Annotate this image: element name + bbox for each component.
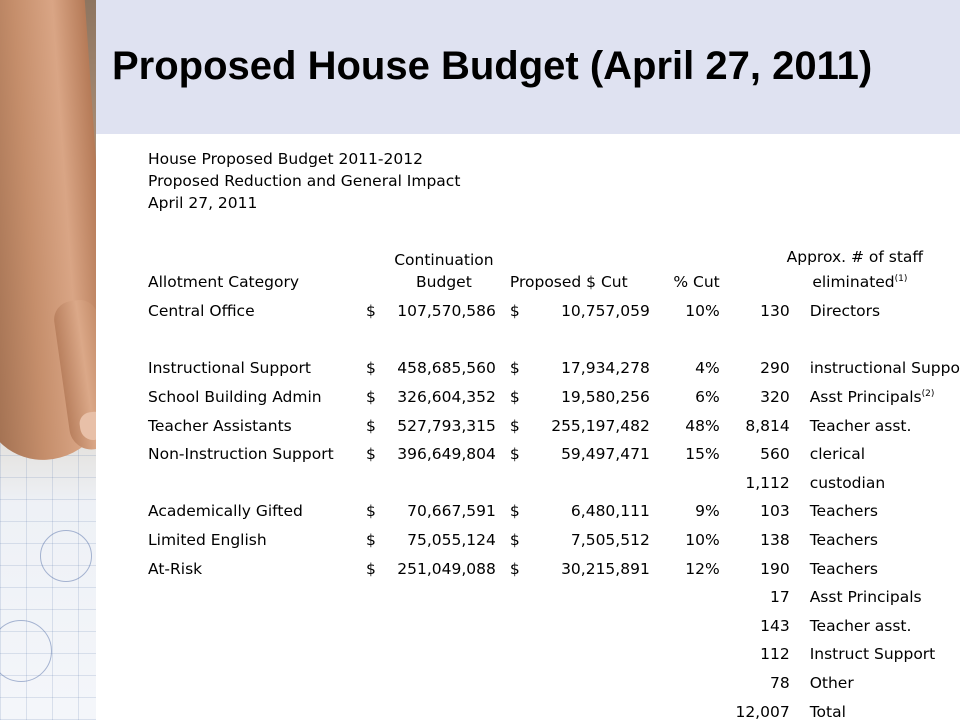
row-dollar-sign: $: [365, 359, 376, 378]
row-dollar-sign: $: [365, 416, 376, 435]
row-proposed-cut: [532, 583, 650, 612]
row-staff-description: [790, 326, 960, 355]
row-dollar-sign: [366, 669, 384, 698]
row-dollar-sign: $: [509, 416, 520, 435]
row-dollar-sign: [366, 326, 384, 355]
row-staff-eliminated: 138: [760, 531, 790, 550]
row-percent-cut: 6%: [695, 388, 720, 407]
row-percent-cut: 12%: [685, 559, 720, 578]
header-category: Allotment Category: [148, 273, 300, 291]
row-staff-eliminated: 112: [760, 645, 790, 664]
row-dollar-sign: [504, 697, 532, 726]
row-dollar-sign: [366, 469, 384, 498]
row-continuation-budget: 326,604,352: [397, 388, 496, 407]
row-staff-description: Total: [809, 702, 846, 721]
table-row: [148, 497, 960, 526]
row-dollar-sign: [504, 326, 532, 355]
header-continuation-line1: Continuation: [394, 251, 494, 269]
row-continuation-budget: 107,570,586: [397, 302, 496, 321]
row-category: [148, 612, 366, 641]
table-row: [148, 526, 960, 555]
row-staff-description: custodian: [809, 473, 886, 492]
row-staff-description: clerical: [809, 445, 866, 464]
row-staff-description: Directors: [809, 302, 881, 321]
row-dollar-sign: $: [365, 502, 376, 521]
row-staff-eliminated: 1,112: [745, 473, 790, 492]
header-continuation: [384, 246, 504, 297]
row-percent-cut: [650, 669, 720, 698]
table-row: [148, 354, 960, 383]
row-continuation-budget: [384, 583, 504, 612]
doc-heading-line: Proposed Reduction and General Impact: [148, 172, 461, 190]
row-category: [148, 469, 366, 498]
row-proposed-cut: 6,480,111: [570, 502, 650, 521]
row-staff-description: Asst Principals$^{(2)}$: [809, 388, 935, 407]
row-dollar-sign: $: [509, 302, 520, 321]
budget-table: [148, 246, 960, 726]
row-dollar-sign: $: [365, 559, 376, 578]
row-staff-eliminated: 103: [760, 502, 790, 521]
row-staff-description: Teachers: [809, 502, 878, 521]
row-staff-eliminated: 130: [760, 302, 790, 321]
row-staff-description: Asst Principals: [809, 588, 922, 607]
row-staff-eliminated: 290: [760, 359, 790, 378]
row-dollar-sign: $: [509, 445, 520, 464]
row-percent-cut: 48%: [685, 416, 720, 435]
row-category: At-Risk: [148, 559, 203, 578]
row-percent-cut: [650, 326, 720, 355]
row-category: Teacher Assistants: [148, 416, 292, 435]
row-proposed-cut: 7,505,512: [570, 531, 650, 550]
row-category: School Building Admin: [148, 388, 322, 407]
row-continuation-budget: [384, 697, 504, 726]
table-row: [148, 583, 960, 612]
row-category: Instructional Support: [148, 359, 311, 378]
row-category: Academically Gifted: [148, 502, 303, 521]
row-category: Non-Instruction Support: [148, 445, 334, 464]
table-row: [148, 440, 960, 469]
row-continuation-budget: [384, 326, 504, 355]
slide-title: Proposed House Budget (April 27, 2011): [112, 44, 873, 88]
header-staff: [720, 246, 960, 297]
row-staff-description: Teachers: [809, 559, 878, 578]
row-category: [148, 669, 366, 698]
row-percent-cut: [650, 697, 720, 726]
row-dollar-sign: $: [365, 531, 376, 550]
row-proposed-cut: [532, 697, 650, 726]
row-dollar-sign: [504, 612, 532, 641]
row-continuation-budget: 458,685,560: [397, 359, 496, 378]
row-percent-cut: [650, 640, 720, 669]
row-dollar-sign: $: [509, 359, 520, 378]
row-staff-eliminated: 17: [769, 588, 790, 607]
table-row: [148, 297, 960, 326]
row-staff-description: Teacher asst.: [809, 416, 912, 435]
row-dollar-sign: [366, 697, 384, 726]
row-staff-description: Teacher asst.: [809, 616, 912, 635]
row-dollar-sign: [504, 469, 532, 498]
row-percent-cut: 4%: [695, 359, 720, 378]
table-header-row: [148, 246, 960, 297]
row-staff-eliminated: [720, 326, 790, 355]
document-heading: [148, 148, 948, 214]
row-staff-eliminated: 320: [760, 388, 790, 407]
row-proposed-cut: 17,934,278: [561, 359, 650, 378]
doc-heading-line: April 27, 2011: [148, 194, 258, 212]
row-continuation-budget: 527,793,315: [397, 416, 496, 435]
table-row: [148, 640, 960, 669]
row-percent-cut: 15%: [685, 445, 720, 464]
row-proposed-cut: 19,580,256: [561, 388, 650, 407]
row-continuation-budget: [384, 469, 504, 498]
row-percent-cut: [650, 612, 720, 641]
row-category: [148, 640, 366, 669]
row-footnote: (2): [921, 389, 935, 400]
row-dollar-sign: $: [365, 388, 376, 407]
row-proposed-cut: 10,757,059: [561, 302, 650, 321]
header-staff-footnote: (1): [894, 274, 908, 284]
row-dollar-sign: [504, 669, 532, 698]
row-proposed-cut: [532, 640, 650, 669]
row-staff-eliminated: 190: [760, 559, 790, 578]
row-dollar-sign: [504, 640, 532, 669]
row-dollar-sign: [366, 583, 384, 612]
row-continuation-budget: 70,667,591: [407, 502, 496, 521]
row-category: Central Office: [148, 302, 255, 321]
header-staff-line1: Approx. # of staff: [786, 248, 924, 266]
row-staff-description: Other: [809, 674, 854, 693]
header-staff-line2: eliminated: [812, 273, 895, 291]
row-proposed-cut: [532, 469, 650, 498]
row-percent-cut: 9%: [695, 502, 720, 521]
row-percent-cut: [650, 469, 720, 498]
row-staff-description: instructional Suppo: [809, 359, 960, 378]
row-category: [148, 697, 366, 726]
header-pct: % Cut: [673, 273, 720, 291]
row-proposed-cut: 30,215,891: [561, 559, 650, 578]
row-dollar-sign: [366, 612, 384, 641]
table-row: [148, 612, 960, 641]
row-continuation-budget: 251,049,088: [397, 559, 496, 578]
table-row: [148, 469, 960, 498]
hand-blueprint-photo: [0, 0, 96, 720]
row-dollar-sign: $: [509, 559, 520, 578]
row-dollar-sign: $: [365, 445, 376, 464]
row-category: [148, 326, 366, 355]
header-cut: Proposed $ Cut: [509, 273, 628, 291]
row-continuation-budget: 75,055,124: [407, 531, 496, 550]
row-proposed-cut: 255,197,482: [551, 416, 650, 435]
header-continuation-line2: Budget: [416, 273, 472, 291]
row-percent-cut: [650, 583, 720, 612]
row-dollar-sign: $: [509, 531, 520, 550]
row-dollar-sign: [366, 640, 384, 669]
row-proposed-cut: [532, 669, 650, 698]
table-row: [148, 383, 960, 412]
row-staff-eliminated: 78: [769, 674, 790, 693]
row-staff-eliminated: 560: [760, 445, 790, 464]
doc-heading-line: House Proposed Budget 2011-2012: [148, 150, 423, 168]
row-category: [148, 583, 366, 612]
row-category: Limited English: [148, 531, 267, 550]
row-continuation-budget: 396,649,804: [397, 445, 496, 464]
row-continuation-budget: [384, 669, 504, 698]
row-proposed-cut: 59,497,471: [561, 445, 650, 464]
row-dollar-sign: $: [509, 502, 520, 521]
table-row: [148, 411, 960, 440]
row-proposed-cut: [532, 612, 650, 641]
row-percent-cut: 10%: [685, 531, 720, 550]
row-proposed-cut: [532, 326, 650, 355]
row-percent-cut: 10%: [685, 302, 720, 321]
row-continuation-budget: [384, 640, 504, 669]
row-staff-description: Instruct Support: [809, 645, 936, 664]
row-staff-eliminated: 12,007: [735, 702, 790, 721]
table-row: [148, 326, 960, 355]
row-continuation-budget: [384, 612, 504, 641]
row-dollar-sign: [504, 583, 532, 612]
row-dollar-sign: $: [509, 388, 520, 407]
table-row: [148, 669, 960, 698]
row-staff-description: Teachers: [809, 531, 878, 550]
row-staff-eliminated: 8,814: [745, 416, 790, 435]
table-row: [148, 697, 960, 726]
row-staff-eliminated: 143: [760, 616, 790, 635]
row-dollar-sign: $: [365, 302, 376, 321]
table-row: [148, 554, 960, 583]
